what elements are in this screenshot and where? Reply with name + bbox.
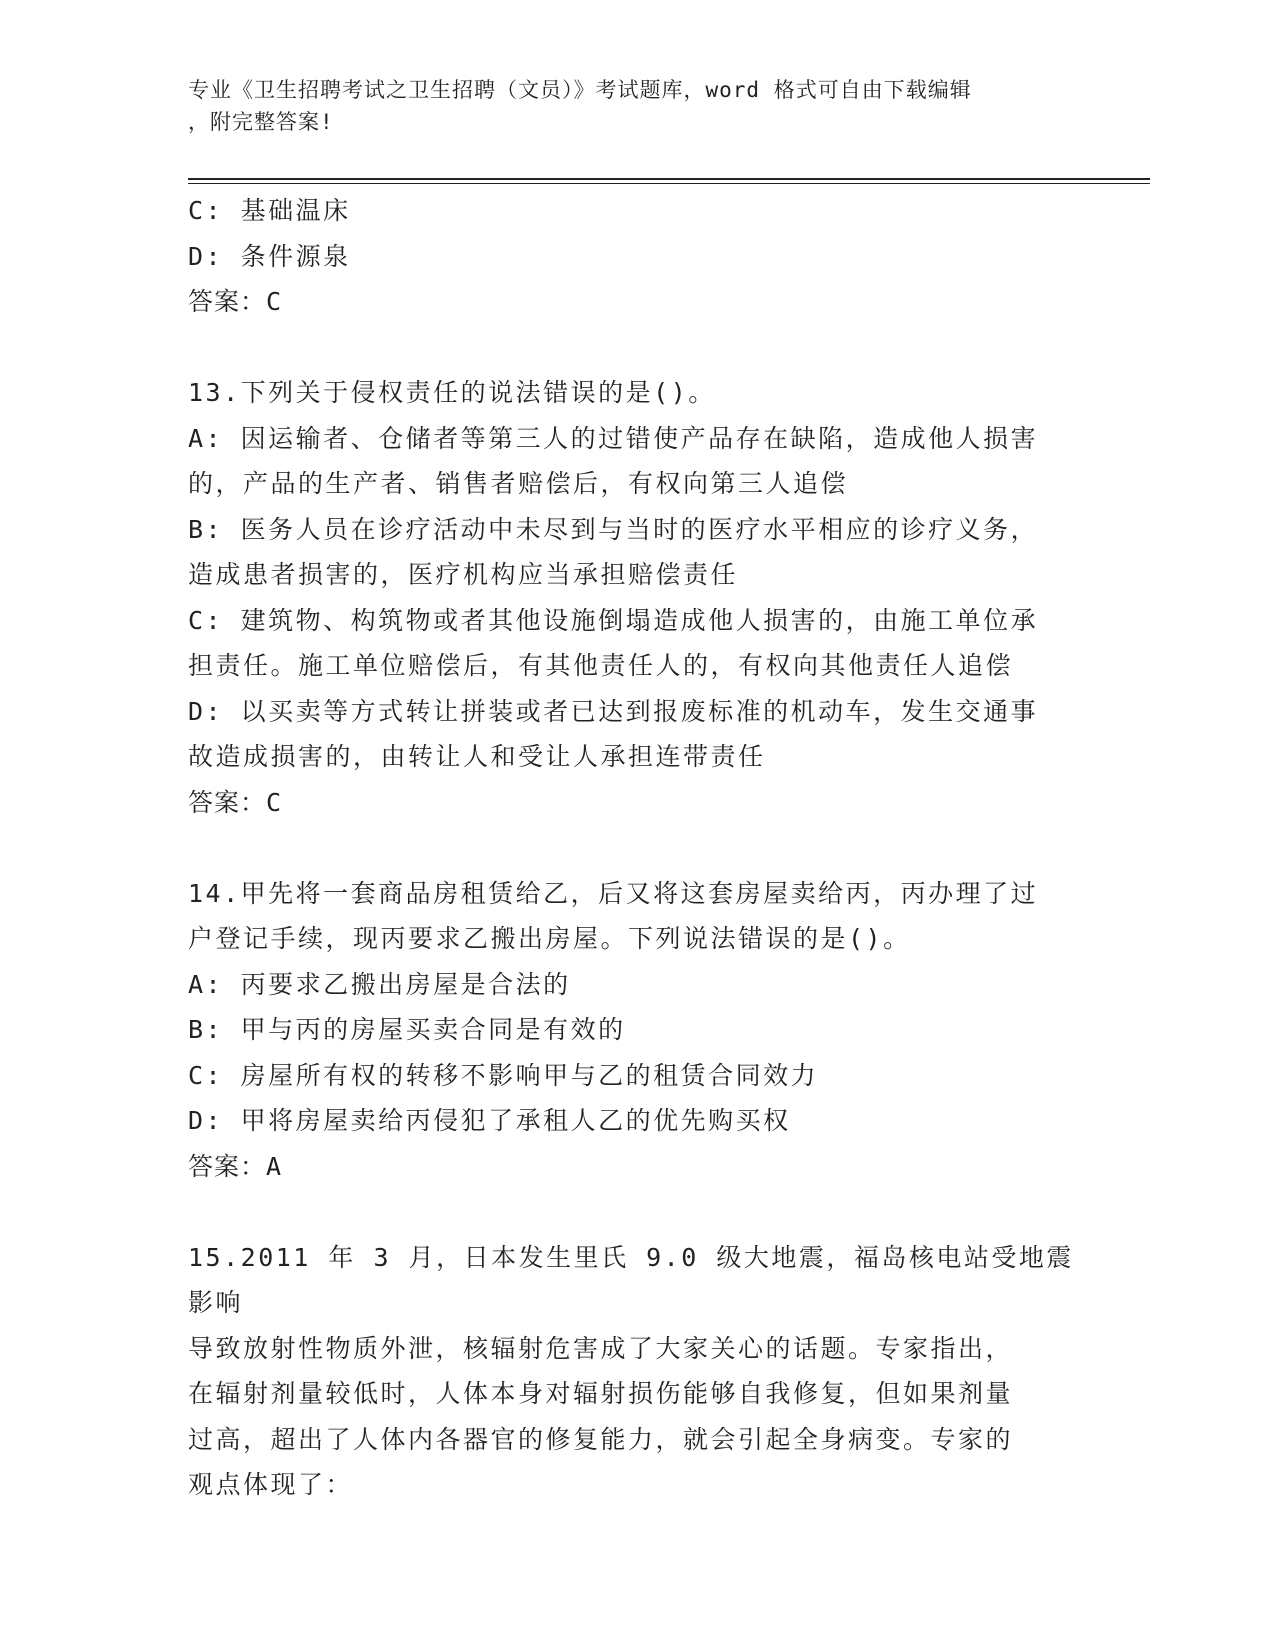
- question-13: [188, 370, 1088, 825]
- option-b-line-2: 造成患者损害的，医疗机构应当承担赔偿责任: [188, 560, 739, 589]
- answer-label: 答案：: [188, 1151, 267, 1181]
- answer-value: A: [266, 1151, 283, 1181]
- answer-value: C: [266, 287, 283, 316]
- spacer: [188, 325, 1088, 371]
- header-title-line-1: 专业《卫生招聘考试之卫生招聘（文员）》考试题库，word 格式可自由下载编辑: [188, 78, 972, 102]
- question-15: [188, 1235, 1088, 1508]
- question-stem-line-1: 14.甲先将一套商品房租赁给乙，后又将这套房屋卖给丙，丙办理了过: [188, 878, 1039, 908]
- spacer: [188, 1189, 1088, 1235]
- answer-label: 答案：: [188, 287, 267, 316]
- answer-line: [188, 279, 1088, 325]
- answer-value: C: [266, 787, 283, 817]
- option-d: D: 甲将房屋卖给丙侵犯了承租人乙的优先购买权: [188, 1106, 791, 1135]
- question-15-line-3: 在辐射剂量较低时，人体本身对辐射损伤能够自我修复，但如果剂量: [188, 1379, 1014, 1408]
- option-c: C: 房屋所有权的转移不影响甲与乙的租赁合同效力: [188, 1060, 819, 1090]
- option-a-line-2: 的，产品的生产者、销售者赔偿后，有权向第三人追偿: [188, 469, 849, 498]
- question-15-line-2: 导致放射性物质外泄，核辐射危害成了大家关心的话题。专家指出，: [188, 1333, 1014, 1363]
- question-stem-line-2: 户登记手续，现丙要求乙搬出房屋。下列说法错误的是()。: [188, 924, 911, 953]
- option-b-line-1: B: 医务人员在诊疗活动中未尽到与当时的医疗水平相应的诊疗义务，: [188, 514, 1039, 544]
- option-d-line-1: D: 以买卖等方式转让拼装或者已达到报废标准的机动车，发生交通事: [188, 696, 1039, 726]
- option-text: 基础温床: [240, 196, 351, 225]
- option-d-line-2: 故造成损害的，由转让人和受让人承担连带责任: [188, 742, 766, 771]
- question-stem: 13.下列关于侵权责任的说法错误的是()。: [188, 378, 716, 407]
- option-a: A: 丙要求乙搬出房屋是合法的: [188, 969, 571, 999]
- option-c-line-1: C: 建筑物、构筑物或者其他设施倒塌造成他人损害的，由施工单位承: [188, 605, 1039, 635]
- answer-line: [188, 1144, 1088, 1190]
- question-15-line-1: 15.2011 年 3 月，日本发生里氏 9.0 级大地震，福岛核电站受地震影响: [188, 1242, 1074, 1317]
- option-text: 条件源泉: [240, 241, 351, 271]
- option-label: C:: [188, 196, 224, 225]
- question-15-line-5: 观点体现了：: [188, 1470, 354, 1499]
- prev-question-block: [188, 188, 1088, 325]
- answer-line: [188, 780, 1088, 826]
- spacer: [188, 825, 1088, 871]
- question-content: [188, 188, 1088, 1508]
- header-title-line-2: ，附完整答案!: [188, 110, 334, 134]
- option-c: [188, 188, 1088, 234]
- option-a-line-1: A: 因运输者、仓储者等第三人的过错使产品存在缺陷，造成他人损害: [188, 423, 1039, 453]
- header-divider-thin: [188, 183, 1150, 184]
- option-c-line-2: 担责任。施工单位赔偿后，有其他责任人的，有权向其他责任人追偿: [188, 651, 1014, 680]
- option-b: B: 甲与丙的房屋买卖合同是有效的: [188, 1015, 626, 1044]
- document-header: [188, 74, 1078, 138]
- option-d: [188, 234, 1088, 280]
- question-14: [188, 871, 1088, 1190]
- option-label: D:: [188, 241, 224, 271]
- header-divider-thick: [188, 178, 1150, 180]
- question-15-line-4: 过高，超出了人体内各器官的修复能力，就会引起全身病变。专家的: [188, 1424, 1014, 1454]
- answer-label: 答案：: [188, 787, 267, 817]
